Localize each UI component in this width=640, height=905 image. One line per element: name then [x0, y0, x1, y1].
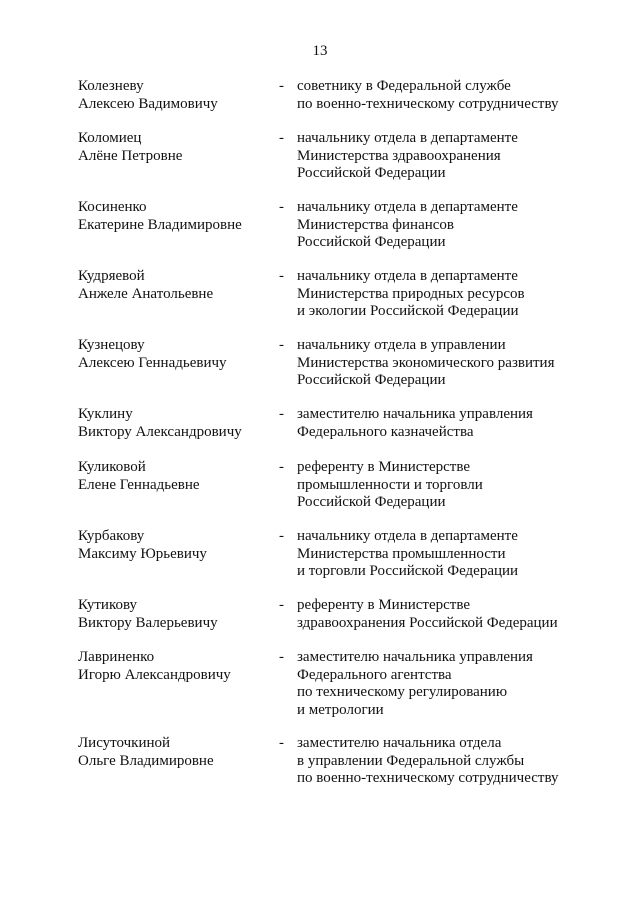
position-title [297, 199, 597, 252]
surname: Лавриненко [78, 649, 155, 665]
position-title [297, 597, 597, 632]
dash: - [279, 130, 284, 146]
surname: Косиненко [78, 199, 147, 215]
position-line: по военно-техническому сотрудничеству [297, 770, 559, 786]
position-line: Министерства экономического развития [297, 354, 555, 371]
position-line: Министерства природных ресурсов [297, 285, 525, 302]
person-name [78, 459, 274, 494]
position-line: Российской Федерации [297, 494, 446, 510]
position-line: начальнику отдела в департаменте [297, 199, 518, 215]
position-title [297, 459, 597, 512]
page-number: 13 [312, 43, 328, 59]
surname: Колезневу [78, 78, 144, 94]
dash: - [279, 459, 284, 475]
position-line: Министерства здравоохранения [297, 147, 501, 164]
given-names: Анжеле Анатольевне [78, 285, 214, 302]
position-line: начальнику отдела в департаменте [297, 528, 518, 544]
position-title [297, 528, 597, 581]
surname: Кудряевой [78, 268, 145, 284]
position-title [297, 735, 597, 788]
surname: Лисуточкиной [78, 735, 171, 751]
position-line: Российской Федерации [297, 165, 446, 181]
position-line: советнику в Федеральной службе [297, 78, 511, 94]
dash: - [279, 78, 284, 94]
dash: - [279, 199, 284, 215]
given-names: Алексею Вадимовичу [78, 95, 218, 112]
person-name [78, 199, 274, 234]
person-name [78, 597, 274, 632]
person-name [78, 130, 274, 165]
given-names: Алёне Петровне [78, 147, 183, 164]
dash: - [279, 406, 284, 422]
given-names: Максиму Юрьевичу [78, 545, 207, 562]
position-line: и метрологии [297, 701, 384, 718]
given-names: Елене Геннадьевне [78, 476, 200, 493]
position-line: здравоохранения Российской Федерации [297, 614, 558, 631]
surname: Коломиец [78, 130, 142, 146]
position-line: Министерства промышленности [297, 545, 506, 562]
surname: Куклину [78, 406, 133, 422]
person-name [78, 268, 274, 303]
position-title [297, 337, 597, 390]
person-name [78, 649, 274, 684]
given-names: Екатерине Владимировне [78, 216, 242, 233]
position-line: и экологии Российской Федерации [297, 303, 519, 319]
position-line: Российской Федерации [297, 234, 446, 250]
position-line: референту в Министерстве [297, 459, 470, 475]
dash: - [279, 735, 284, 751]
position-line: Федерального агентства [297, 666, 452, 683]
dash: - [279, 337, 284, 353]
position-line: промышленности и торговли [297, 476, 483, 493]
dash: - [279, 597, 284, 613]
surname: Курбакову [78, 528, 145, 544]
position-line: заместителю начальника управления [297, 649, 533, 665]
position-line: в управлении Федеральной службы [297, 752, 525, 769]
position-line: по военно-техническому сотрудничеству [297, 95, 559, 112]
position-title [297, 649, 597, 719]
given-names: Виктору Валерьевичу [78, 614, 218, 631]
person-name [78, 528, 274, 563]
position-line: Министерства финансов [297, 216, 454, 233]
person-name [78, 735, 274, 770]
dash: - [279, 528, 284, 544]
dash: - [279, 268, 284, 284]
dash: - [279, 649, 284, 665]
position-line: Российской Федерации [297, 372, 446, 388]
position-title [297, 78, 597, 113]
position-line: референту в Министерстве [297, 597, 470, 613]
surname: Кузнецову [78, 337, 145, 353]
position-line: по техническому регулированию [297, 684, 508, 700]
position-line: начальнику отдела в департаменте [297, 268, 518, 284]
position-title [297, 130, 597, 183]
position-line: начальнику отдела в департаменте [297, 130, 518, 146]
position-title [297, 406, 597, 441]
given-names: Ольге Владимировне [78, 752, 214, 769]
position-line: Федерального казначейства [297, 423, 474, 440]
surname: Кутикову [78, 597, 138, 613]
given-names: Игорю Александровичу [78, 666, 231, 683]
position-line: начальнику отдела в управлении [297, 337, 506, 353]
person-name [78, 337, 274, 372]
position-line: заместителю начальника управления [297, 406, 533, 422]
person-name [78, 78, 274, 113]
position-line: заместителю начальника отдела [297, 735, 502, 751]
person-name [78, 406, 274, 441]
position-title [297, 268, 597, 321]
given-names: Алексею Геннадьевичу [78, 354, 227, 371]
surname: Куликовой [78, 459, 146, 475]
position-line: и торговли Российской Федерации [297, 563, 519, 579]
given-names: Виктору Александровичу [78, 423, 242, 440]
